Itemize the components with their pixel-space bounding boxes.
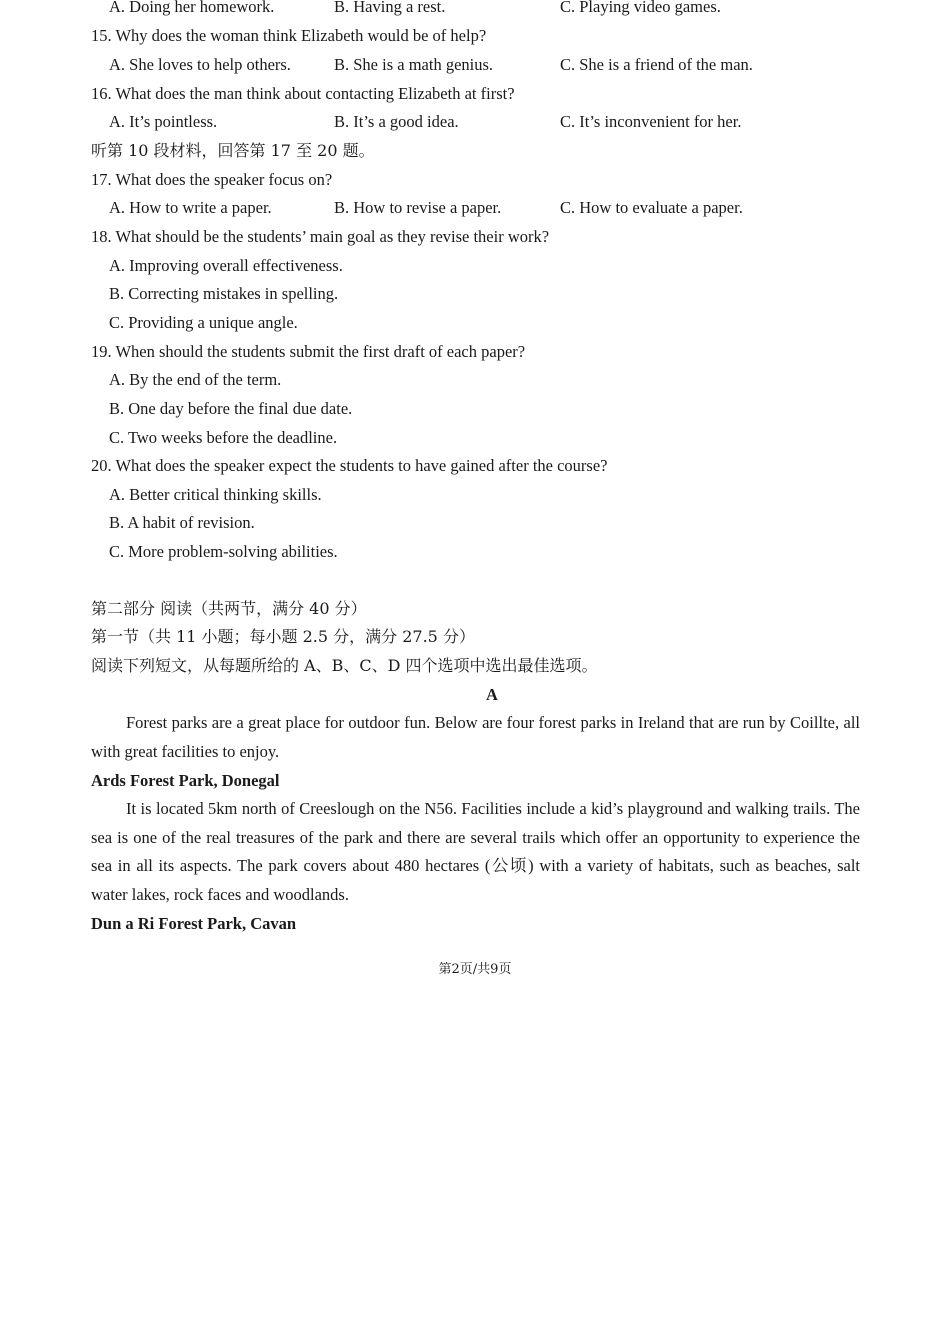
- part2-section-title: 第一节（共 11 小题；每小题 2.5 分，满分 27.5 分）: [91, 627, 475, 646]
- q18-option-b: B. Correcting mistakes in spelling.: [109, 284, 339, 303]
- q18-option-a: A. Improving overall effectiveness.: [109, 256, 343, 275]
- q14-option-b: B. Having a rest.: [334, 0, 446, 16]
- passage-intro: Forest parks are a great place for outdoor fun. Below are four forest parks in Ireland that are run by Coillte, all with great facilities to enjoy.: [91, 713, 860, 761]
- q15-option-b: B. She is a math genius.: [334, 55, 494, 74]
- q16-option-c: C. It’s inconvenient for her.: [560, 112, 742, 131]
- q14-option-a: A. Doing her homework.: [109, 0, 275, 16]
- q18-option-c: C. Providing a unique angle.: [109, 313, 298, 332]
- q15-option-c: C. She is a friend of the man.: [560, 55, 753, 74]
- q19-option-b: B. One day before the final due date.: [109, 399, 353, 418]
- q16-text: 16. What does the man think about contacting Elizabeth at first?: [91, 84, 515, 103]
- q19-text: 19. When should the students submit the first draft of each paper?: [91, 342, 526, 361]
- park1-description: It is located 5km north of Creeslough on the N56. Facilities include a kid’s playground and walking trails. The sea is one of the real treasures of the park and there are several trails which offer an opportunity to experience the sea in all its aspects. The park covers about 480 hectares (公顷) with a variety of habitats, such as beaches, salt water lakes, rock faces and woodlands.: [91, 799, 860, 905]
- q20-option-c: C. More problem-solving abilities.: [109, 542, 338, 561]
- q18-text: 18. What should be the students’ main goal as they revise their work?: [91, 227, 550, 246]
- park2-heading: Dun a Ri Forest Park, Cavan: [91, 914, 297, 933]
- part2-title: 第二部分 阅读（共两节，满分 40 分）: [91, 599, 367, 618]
- part2-instruction: 阅读下列短文，从每题所给的 A、B、C、D 四个选项中选出最佳选项。: [91, 656, 598, 675]
- q14-option-c: C. Playing video games.: [560, 0, 721, 16]
- q17-option-a: A. How to write a paper.: [109, 198, 272, 217]
- q17-text: 17. What does the speaker focus on?: [91, 170, 333, 189]
- q15-text: 15. Why does the woman think Elizabeth would be of help?: [91, 26, 487, 45]
- q16-option-a: A. It’s pointless.: [109, 112, 218, 131]
- passage-letter: A: [486, 685, 498, 704]
- q17-option-b: B. How to revise a paper.: [334, 198, 502, 217]
- q20-option-a: A. Better critical thinking skills.: [109, 485, 322, 504]
- q16-option-b: B. It’s a good idea.: [334, 112, 459, 131]
- page-footer: 第2页/共9页: [438, 962, 512, 977]
- q20-option-b: B. A habit of revision.: [109, 513, 255, 532]
- q19-option-a: A. By the end of the term.: [109, 370, 282, 389]
- park1-heading: Ards Forest Park, Donegal: [91, 771, 280, 790]
- q20-text: 20. What does the speaker expect the students to have gained after the course?: [91, 456, 608, 475]
- material-instruction: 听第 10 段材料，回答第 17 至 20 题。: [91, 141, 375, 160]
- q17-option-c: C. How to evaluate a paper.: [560, 198, 743, 217]
- q15-option-a: A. She loves to help others.: [109, 55, 291, 74]
- q19-option-c: C. Two weeks before the deadline.: [109, 428, 338, 447]
